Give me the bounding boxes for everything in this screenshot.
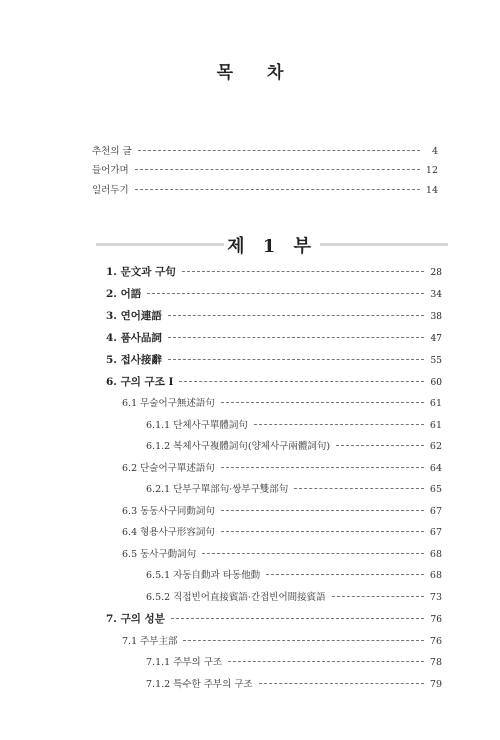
dot-leader (221, 530, 424, 532)
toc-chapter-3[interactable] (106, 308, 442, 323)
toc-label: 6.2 단술어구單述語句 (122, 463, 215, 474)
toc-label: 4. 품사品詞 (106, 332, 162, 344)
toc-chapter-7[interactable] (106, 611, 442, 626)
toc-page-number: 55 (430, 356, 442, 366)
toc-label: 6.5 동사구動詞句 (122, 549, 197, 560)
toc-label: 1. 문文과 구句 (106, 266, 176, 278)
dot-leader (228, 660, 424, 662)
toc-page-number: 67 (429, 527, 442, 538)
toc-page-number: 76 (430, 615, 442, 625)
toc-chapter-2[interactable] (106, 286, 442, 301)
dot-leader (266, 573, 424, 575)
page-title: 목 차 (216, 63, 298, 83)
toc-section-6-2[interactable] (122, 460, 442, 474)
dot-leader (147, 292, 424, 294)
toc-page-number: 34 (430, 290, 442, 300)
toc-label: 일러두기 (92, 185, 129, 196)
toc-subsection-6-1-1[interactable] (146, 417, 442, 431)
toc-section-6-3[interactable] (122, 503, 442, 517)
toc-label: 2. 어語 (106, 288, 142, 300)
toc-subsection-6-1-2[interactable] (146, 438, 442, 452)
toc-label: 들어가며 (92, 165, 129, 176)
toc-label: 7.1.2 특수한 주부의 구조 (146, 679, 253, 690)
toc-page-number: 67 (429, 506, 442, 517)
toc-page-number: 68 (429, 570, 442, 581)
dot-leader (221, 401, 424, 403)
dot-leader (135, 188, 420, 190)
toc-page-number: 61 (429, 420, 442, 431)
dot-leader (336, 444, 424, 446)
toc-page-number: 38 (430, 312, 442, 322)
dot-leader (168, 358, 424, 360)
toc-page-number: 64 (429, 463, 442, 474)
dot-leader (168, 336, 424, 338)
toc-label: 6.5.2 직접빈어直接賓語·간접빈어間接賓語 (146, 592, 326, 603)
toc-label: 7.1 주부主部 (122, 636, 178, 647)
toc-label: 6.1.1 단체사구單體詞句 (146, 420, 248, 431)
dot-leader (183, 639, 423, 641)
dot-leader (221, 509, 424, 511)
toc-page-number: 78 (429, 657, 442, 668)
dot-leader (259, 682, 424, 684)
toc-entry-notes[interactable] (92, 182, 438, 196)
toc-page-number: 47 (430, 334, 442, 344)
toc-page-number: 14 (425, 185, 438, 196)
dot-leader (254, 423, 424, 425)
toc-section-7-1[interactable] (122, 633, 442, 647)
toc-subsection-7-1-2[interactable] (146, 676, 442, 690)
toc-section-6-1[interactable] (122, 395, 442, 409)
part-title: 제 1 부 (227, 236, 317, 257)
toc-chapter-5[interactable] (106, 352, 442, 367)
toc-page-number: 76 (429, 636, 442, 647)
toc-entry-introduction[interactable] (92, 162, 438, 176)
toc-section-6-4[interactable] (122, 524, 442, 538)
dot-leader (332, 595, 424, 597)
toc-chapter-1[interactable] (106, 264, 442, 279)
toc-subsection-6-5-2[interactable] (146, 589, 442, 603)
toc-chapter-4[interactable] (106, 330, 442, 345)
dot-leader (168, 314, 424, 316)
toc-label: 7.1.1 주부의 구조 (146, 657, 223, 668)
toc-label: 6.1.2 복체사구複體詞句(양체사구兩體詞句) (146, 441, 331, 452)
toc-label: 5. 접사接辭 (106, 354, 162, 366)
toc-label: 7. 구의 성분 (106, 613, 165, 625)
toc-page-number: 61 (429, 398, 442, 409)
toc-section-6-5[interactable] (122, 546, 442, 560)
toc-label: 6. 구의 구조 I (106, 376, 174, 388)
dot-leader (171, 617, 424, 619)
toc-label: 6.2.1 단부구單部句·쌍부구雙部句 (146, 484, 289, 495)
toc-label: 6.3 동동사구同動詞句 (122, 506, 215, 517)
toc-subsection-6-5-1[interactable] (146, 567, 442, 581)
dot-leader (294, 487, 424, 489)
dot-leader (135, 168, 420, 170)
toc-entry-foreword[interactable] (92, 143, 438, 157)
dot-leader (179, 380, 424, 382)
toc-label: 3. 연어連語 (106, 310, 162, 322)
dot-leader (182, 270, 424, 272)
toc-page-number: 79 (429, 679, 442, 690)
toc-page-number: 65 (429, 484, 442, 495)
dot-leader (221, 466, 424, 468)
toc-page-number: 60 (430, 378, 442, 388)
toc-label: 6.4 형용사구形容詞句 (122, 527, 215, 538)
toc-label: 6.1 무술어구無述語句 (122, 398, 215, 409)
toc-subsection-7-1-1[interactable] (146, 654, 442, 668)
toc-page-number: 73 (429, 592, 442, 603)
toc-page-number: 68 (429, 549, 442, 560)
toc-page-number: 62 (429, 441, 442, 452)
toc-label: 추천의 글 (92, 146, 132, 157)
toc-label: 6.5.1 자동自動과 타동他動 (146, 570, 261, 581)
part-heading (96, 236, 448, 257)
toc-subsection-6-2-1[interactable] (146, 481, 442, 495)
dot-leader (138, 149, 420, 151)
dot-leader (202, 552, 424, 554)
toc-page-number: 12 (425, 165, 438, 176)
toc-page-number: 28 (430, 268, 442, 278)
toc-page-number: 4 (431, 146, 438, 157)
toc-chapter-6[interactable] (106, 374, 442, 389)
